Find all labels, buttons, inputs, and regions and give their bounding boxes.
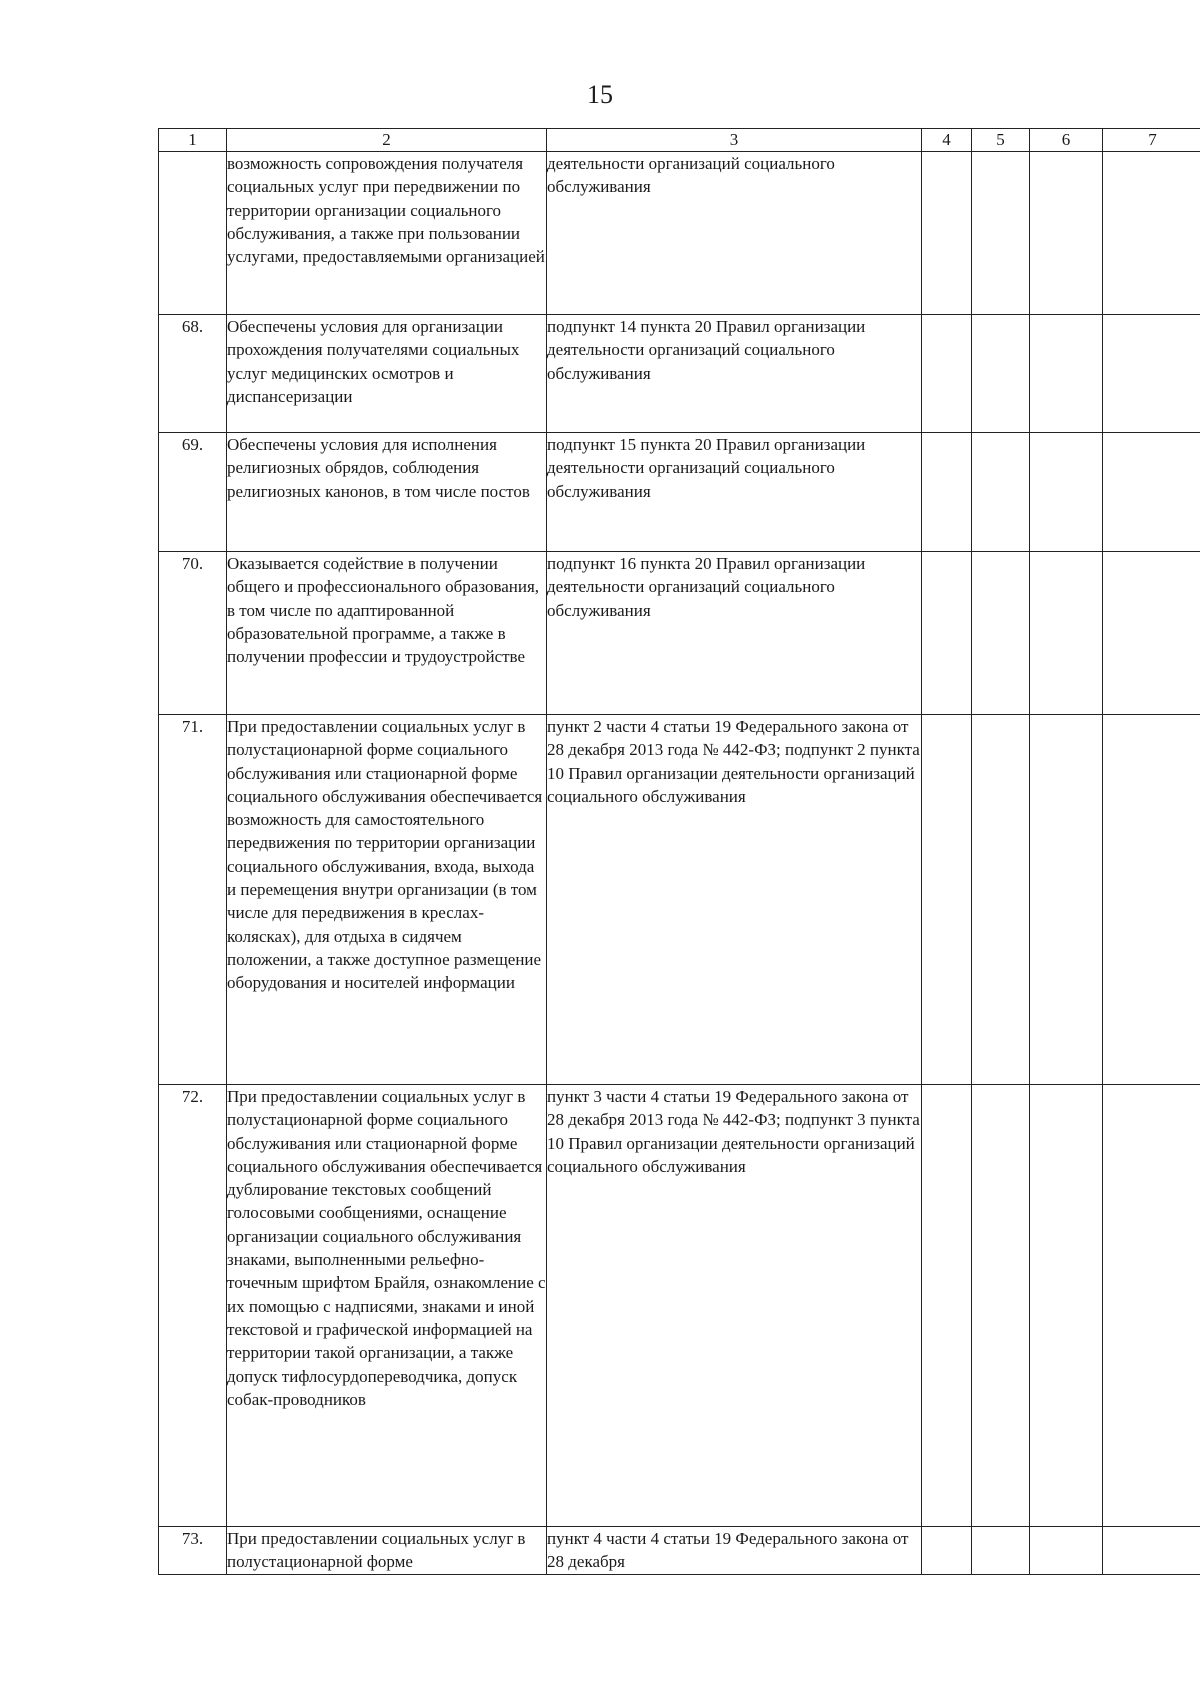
empty-cell: [972, 1085, 1030, 1527]
empty-cell: [1030, 552, 1103, 715]
table-row: [159, 1085, 1200, 1527]
requirement-cell: Обеспечены условия для исполнения религиозных обрядов, соблюдения религиозных канонов, в том числе постов: [227, 433, 547, 552]
row-number: 70.: [159, 552, 227, 715]
empty-cell: [1030, 715, 1103, 1085]
table-row: [159, 315, 1200, 433]
empty-cell: [972, 315, 1030, 433]
empty-cell: [922, 152, 972, 315]
empty-cell: [1030, 152, 1103, 315]
column-header-2: 2: [227, 129, 547, 152]
table-row: [159, 552, 1200, 715]
empty-cell: [1030, 1085, 1103, 1527]
empty-cell: [1030, 315, 1103, 433]
basis-cell: пункт 2 части 4 статьи 19 Федерального закона от 28 декабря 2013 года № 442-ФЗ; подпункт 2 пункта 10 Правил организации деятельности организаций социального обслуживания: [547, 715, 922, 1085]
requirement-cell: Обеспечены условия для организации прохождения получателями социальных услуг медицинских осмотров и диспансеризации: [227, 315, 547, 433]
page-number: 15: [587, 80, 613, 109]
column-header-3: 3: [547, 129, 922, 152]
empty-cell: [922, 715, 972, 1085]
basis-cell: пункт 3 части 4 статьи 19 Федерального закона от 28 декабря 2013 года № 442-ФЗ; подпункт 3 пункта 10 Правил организации деятельности организаций социального обслуживания: [547, 1085, 922, 1527]
basis-cell: пункт 4 части 4 статьи 19 Федерального закона от 28 декабря: [547, 1527, 922, 1575]
empty-cell: [1103, 715, 1200, 1085]
empty-cell: [972, 715, 1030, 1085]
empty-cell: [1103, 152, 1200, 315]
basis-cell: подпункт 15 пункта 20 Правил организации деятельности организаций социального обслуживания: [547, 433, 922, 552]
row-number: 69.: [159, 433, 227, 552]
checklist-table: [158, 128, 1200, 1575]
empty-cell: [972, 433, 1030, 552]
basis-cell: подпункт 14 пункта 20 Правил организации деятельности организаций социального обслуживания: [547, 315, 922, 433]
basis-cell: подпункт 16 пункта 20 Правил организации деятельности организаций социального обслуживания: [547, 552, 922, 715]
empty-cell: [1103, 1527, 1200, 1575]
column-header-1: 1: [159, 129, 227, 152]
row-number: 72.: [159, 1085, 227, 1527]
empty-cell: [1103, 1085, 1200, 1527]
requirement-cell: При предоставлении социальных услуг в полустационарной форме: [227, 1527, 547, 1575]
empty-cell: [1103, 315, 1200, 433]
basis-cell: деятельности организаций социального обслуживания: [547, 152, 922, 315]
empty-cell: [972, 152, 1030, 315]
empty-cell: [922, 433, 972, 552]
empty-cell: [1103, 552, 1200, 715]
row-number: 73.: [159, 1527, 227, 1575]
column-header-4: 4: [922, 129, 972, 152]
empty-cell: [1103, 433, 1200, 552]
row-number: 68.: [159, 315, 227, 433]
requirement-cell: возможность сопровождения получателя социальных услуг при передвижении по территории организации социального обслуживания, а также при пользовании услугами, предоставляемыми организацией: [227, 152, 547, 315]
column-header-7: 7: [1103, 129, 1200, 152]
table-row: [159, 1527, 1200, 1575]
column-header-6: 6: [1030, 129, 1103, 152]
empty-cell: [922, 552, 972, 715]
empty-cell: [1030, 433, 1103, 552]
requirement-cell: Оказывается содействие в получении общего и профессионального образования, в том числе по адаптированной образовательной программе, а также в получении профессии и трудоустройстве: [227, 552, 547, 715]
table-header-row: [159, 129, 1200, 152]
requirement-cell: При предоставлении социальных услуг в полустационарной форме социального обслуживания или стационарной форме социального обслуживания обеспечивается дублирование текстовых сообщений голосовыми сообщениями, оснащение организации социального обслуживания знаками, выполненными рельефно-точечным шрифтом Брайля, ознакомление с их помощью с надписями, знаками и иной текстовой и графической информацией на территории такой организации, а также допуск тифлосурдопереводчика, допуск собак-проводников: [227, 1085, 547, 1527]
empty-cell: [922, 1085, 972, 1527]
empty-cell: [1030, 1527, 1103, 1575]
row-number: [159, 152, 227, 315]
row-number: 71.: [159, 715, 227, 1085]
table-row: [159, 433, 1200, 552]
empty-cell: [922, 315, 972, 433]
empty-cell: [972, 1527, 1030, 1575]
table-row: [159, 715, 1200, 1085]
empty-cell: [922, 1527, 972, 1575]
empty-cell: [972, 552, 1030, 715]
column-header-5: 5: [972, 129, 1030, 152]
requirement-cell: При предоставлении социальных услуг в полустационарной форме социального обслуживания или стационарной форме социального обслуживания обеспечивается возможность для самостоятельного передвижения по территории организации социального обслуживания, входа, выхода и перемещения внутри организации (в том числе для передвижения в креслах-колясках), для отдыха в сидячем положении, а также доступное размещение оборудования и носителей информации: [227, 715, 547, 1085]
table-row: [159, 152, 1200, 315]
